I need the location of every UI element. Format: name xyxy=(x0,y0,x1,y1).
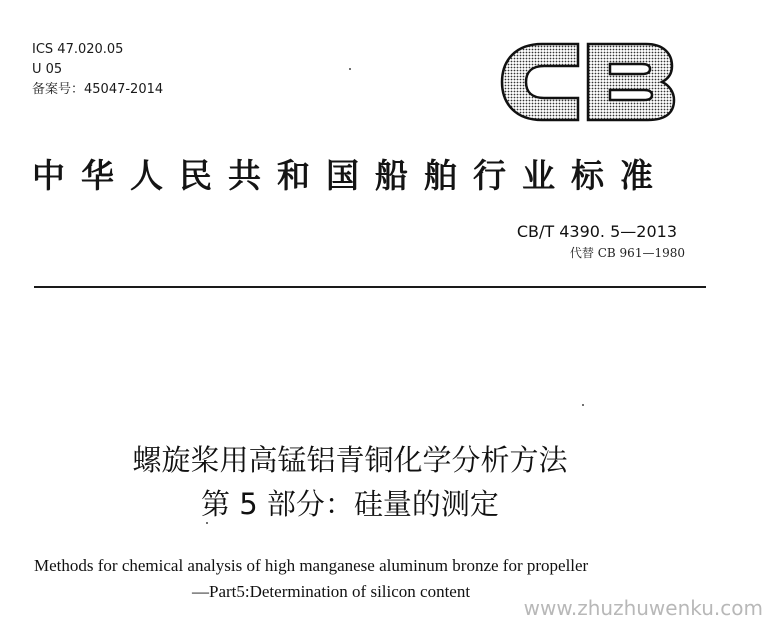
industry-standard-title: 中华人民共和国船舶行业标准 xyxy=(32,156,669,195)
classification-code: U 05 xyxy=(32,62,63,77)
replaces-standard: 代替 CB 961—1980 xyxy=(569,246,685,260)
english-title-line-2: —Part5:Determination of silicon content xyxy=(192,582,471,601)
scan-speck xyxy=(349,68,351,70)
header-meta xyxy=(32,40,163,100)
header-divider xyxy=(34,286,706,288)
english-title-line-1: Methods for chemical analysis of high manganese aluminum bronze for propeller xyxy=(34,556,589,575)
watermark: www.zhuzhuwenku.com xyxy=(523,596,763,620)
scan-speck xyxy=(582,404,584,406)
scan-speck xyxy=(206,522,208,524)
chinese-title-line-2: 第 5 部分：硅量的测定 xyxy=(201,487,499,521)
chinese-title-line-1: 螺旋桨用高锰铝青铜化学分析方法 xyxy=(132,443,568,477)
standard-number: CB/T 4390. 5—2013 xyxy=(516,222,677,241)
filing-number: 备案号：45047-2014 xyxy=(32,82,164,97)
cb-logo-icon xyxy=(498,36,676,128)
ics-code: ICS 47.020.05 xyxy=(32,42,124,57)
